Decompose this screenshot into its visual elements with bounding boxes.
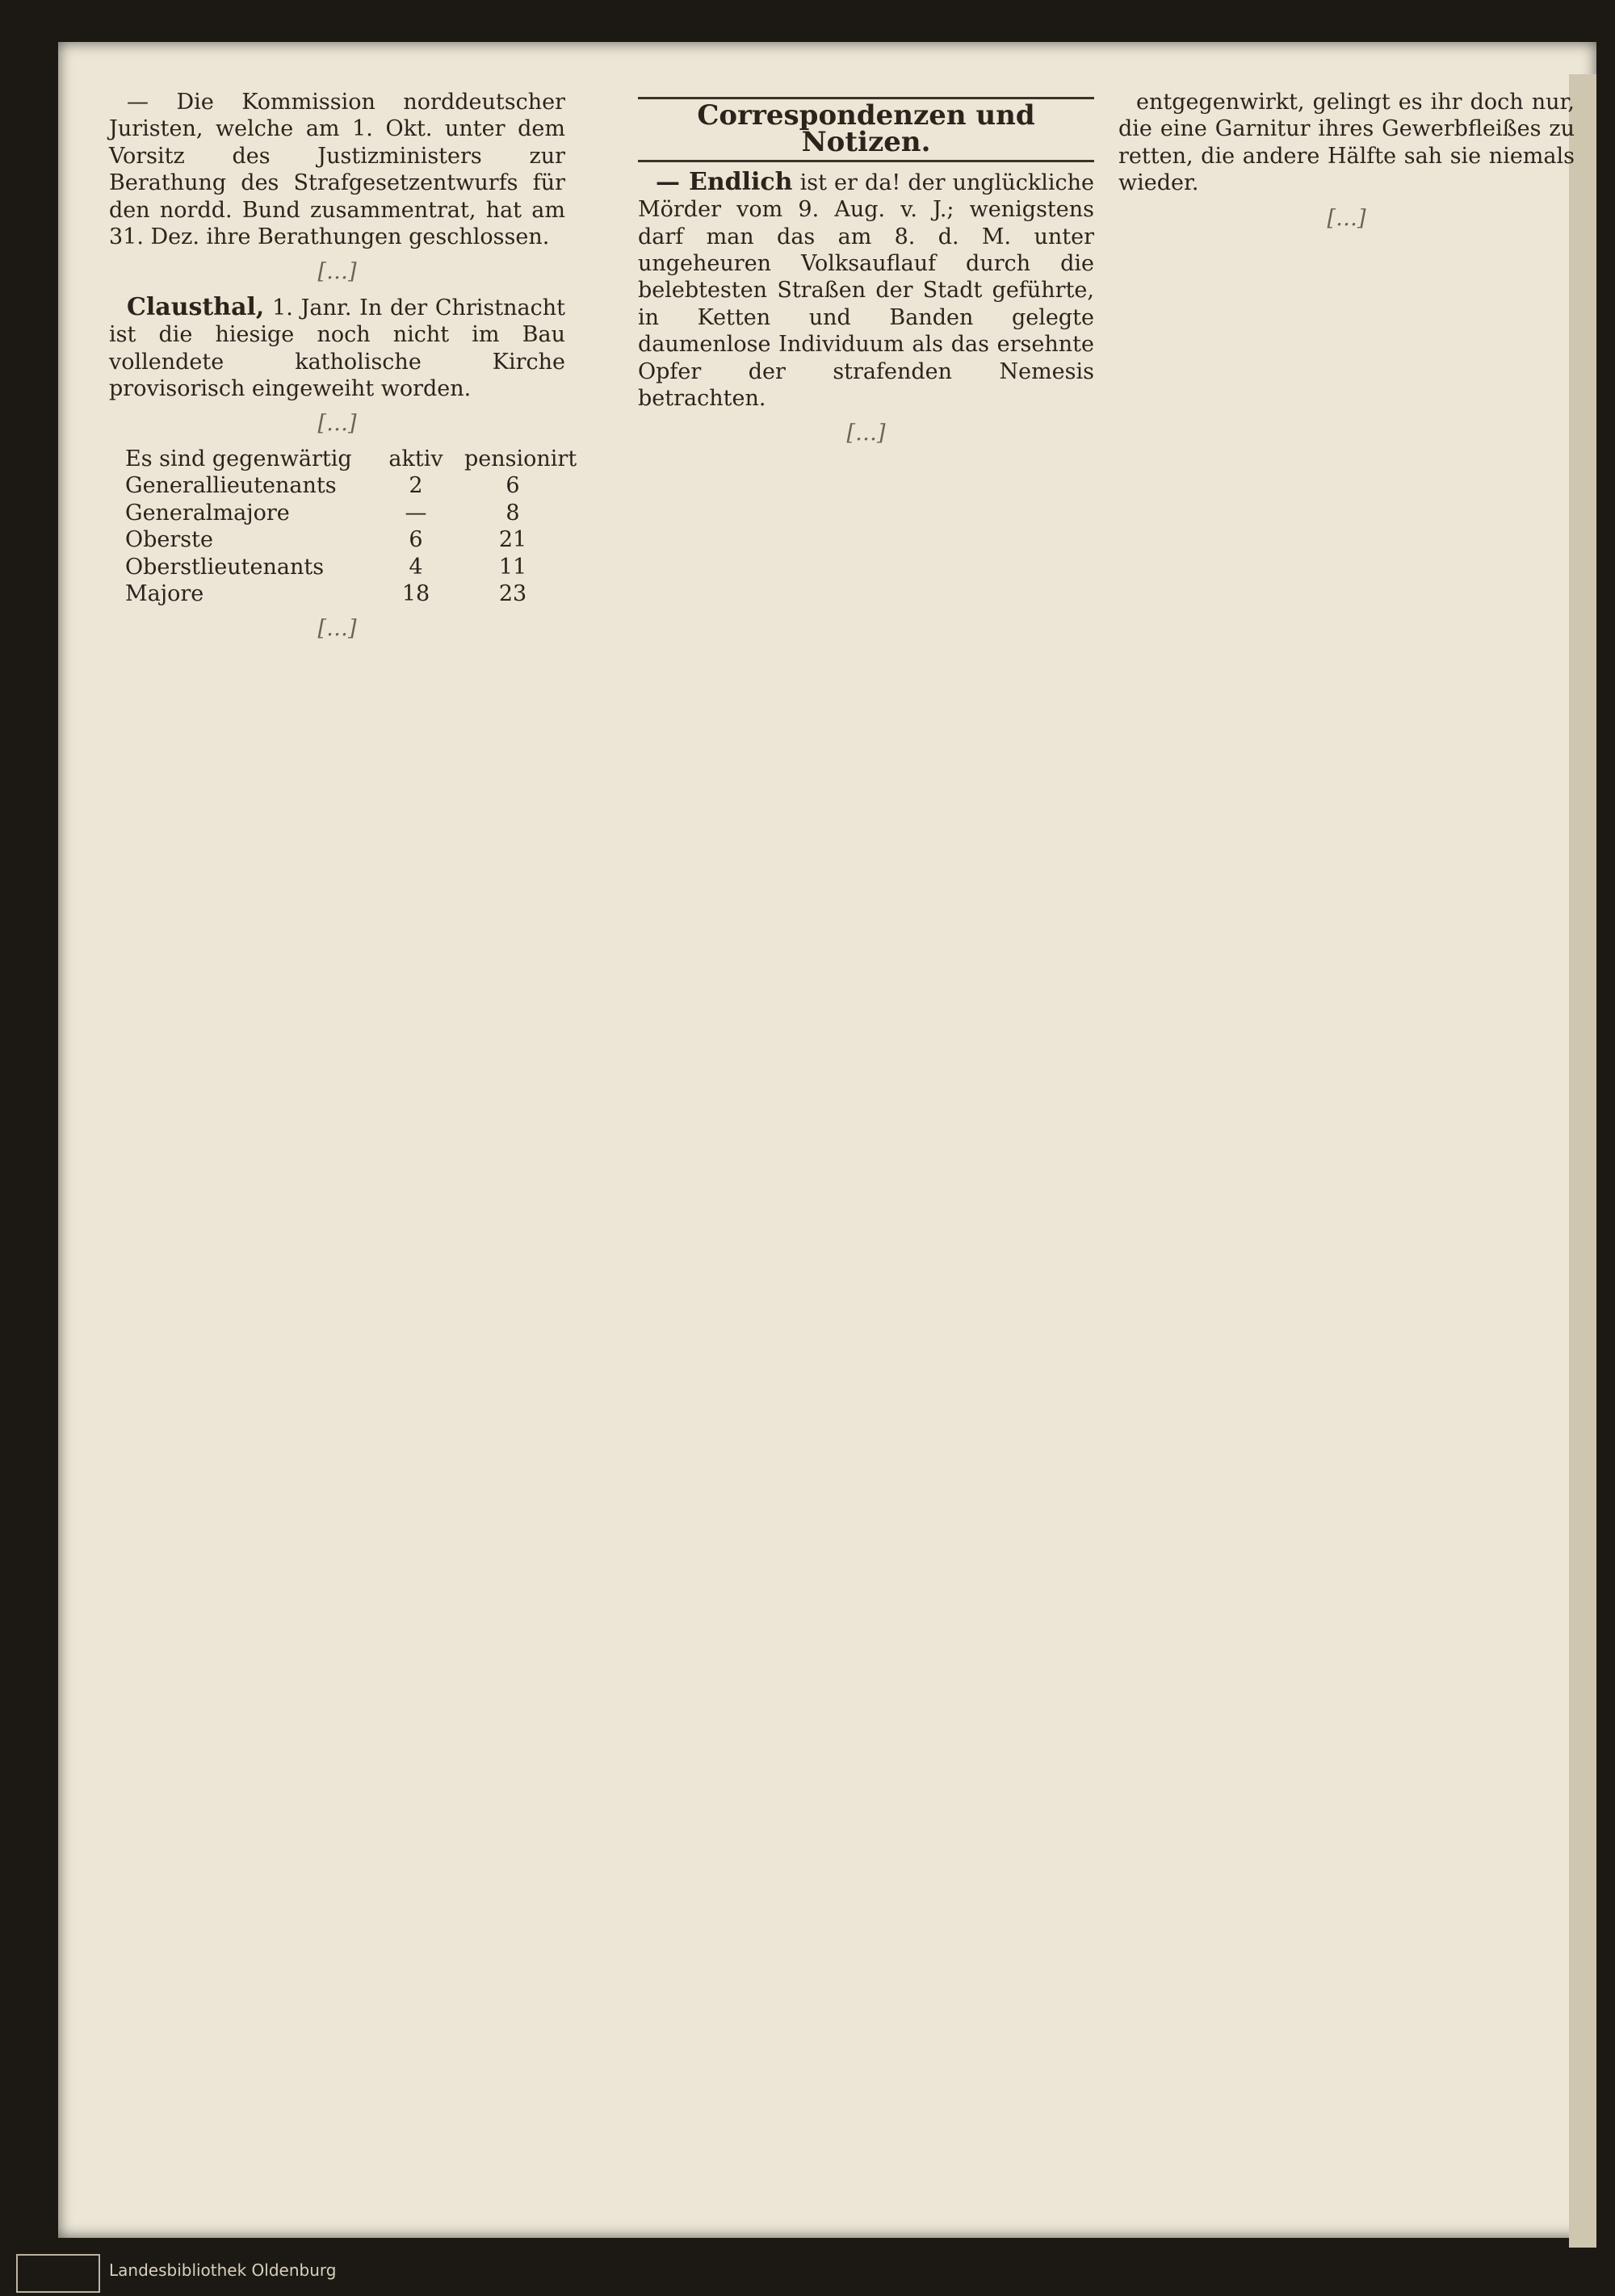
viewer-footer xyxy=(0,2248,1615,2296)
table-cell: Oberste xyxy=(125,527,213,553)
library-logo-icon xyxy=(16,2254,100,2293)
article-text: 1. Janr. In der Christnacht ist die hiesige noch nicht im Bau vollendete katholische Kirche provisorisch eingeweiht worden. xyxy=(109,295,565,402)
table-header-row xyxy=(125,446,577,472)
next-page-edge xyxy=(1569,74,1596,2286)
table-header-cell: aktiv xyxy=(388,446,443,471)
pension-table xyxy=(125,446,577,607)
table-cell: 21 xyxy=(498,527,527,553)
table-cell: 23 xyxy=(498,580,527,606)
elision-marker: […] xyxy=(1327,205,1366,231)
table-cell: 11 xyxy=(498,554,527,580)
column-1 xyxy=(109,89,577,651)
column-2 xyxy=(638,89,1094,455)
table-row xyxy=(125,526,565,553)
column-3 xyxy=(1118,89,1575,240)
article-text: ist er da! der unglückliche Mörder vom 9. Aug. v. J.; wenigstens darf man das am 8. d. M. unter ungeheuren Volksauflauf durch die belebtesten Straßen der Stadt geführte, in Ketten und Banden gelegte daumenlose Individuum als das ersehnte Opfer der strafenden Nemesis betrachten. xyxy=(638,170,1094,412)
section-heading: Correspondenzen und Notizen. xyxy=(638,97,1094,162)
article-paragraph xyxy=(638,169,1094,413)
elision-marker: […] xyxy=(846,421,886,446)
table-row xyxy=(125,554,565,580)
table-cell: Generallieutenants xyxy=(125,473,337,499)
table-header-cell: pensionirt xyxy=(464,446,577,471)
library-name: Landesbibliothek Oldenburg xyxy=(109,2260,337,2280)
table-cell: 18 xyxy=(401,580,430,606)
table-cell: 6 xyxy=(505,473,520,499)
table-cell: — xyxy=(405,500,427,526)
dateline: Clausthal, xyxy=(127,292,265,321)
elision-marker: […] xyxy=(317,411,357,437)
table-cell: 8 xyxy=(505,500,520,526)
article-paragraph: entgegenwirkt, gelingt es ihr doch nur, die eine Garnitur ihres Gewerbfleißes zu retten, die andere Hälfte sah sie niemals wieder. xyxy=(1118,90,1575,196)
article-paragraph xyxy=(109,294,565,403)
table-cell: Majore xyxy=(125,580,204,606)
table-row xyxy=(125,472,565,499)
table-row xyxy=(125,580,565,607)
elision-marker: […] xyxy=(317,259,357,285)
elision-marker: […] xyxy=(317,616,357,642)
table-cell: 4 xyxy=(409,554,423,580)
article-lead: — Endlich xyxy=(656,167,793,196)
table-row xyxy=(125,500,565,526)
table-cell: 2 xyxy=(409,473,423,499)
table-cell: Generalmajore xyxy=(125,500,290,526)
article-paragraph: — Die Kommission norddeutscher Juristen, welche am 1. Okt. unter dem Vorsitz des Justizministers zur Berathung des Strafgesetzentwurfs für den nordd. Bund zusammentrat, hat am 31. Dez. ihre Berathungen geschlossen. xyxy=(109,90,565,250)
table-cell: Oberstlieutenants xyxy=(125,554,325,580)
table-header-cell: Es sind gegenwärtig xyxy=(125,446,352,471)
table-cell: 6 xyxy=(409,527,423,553)
